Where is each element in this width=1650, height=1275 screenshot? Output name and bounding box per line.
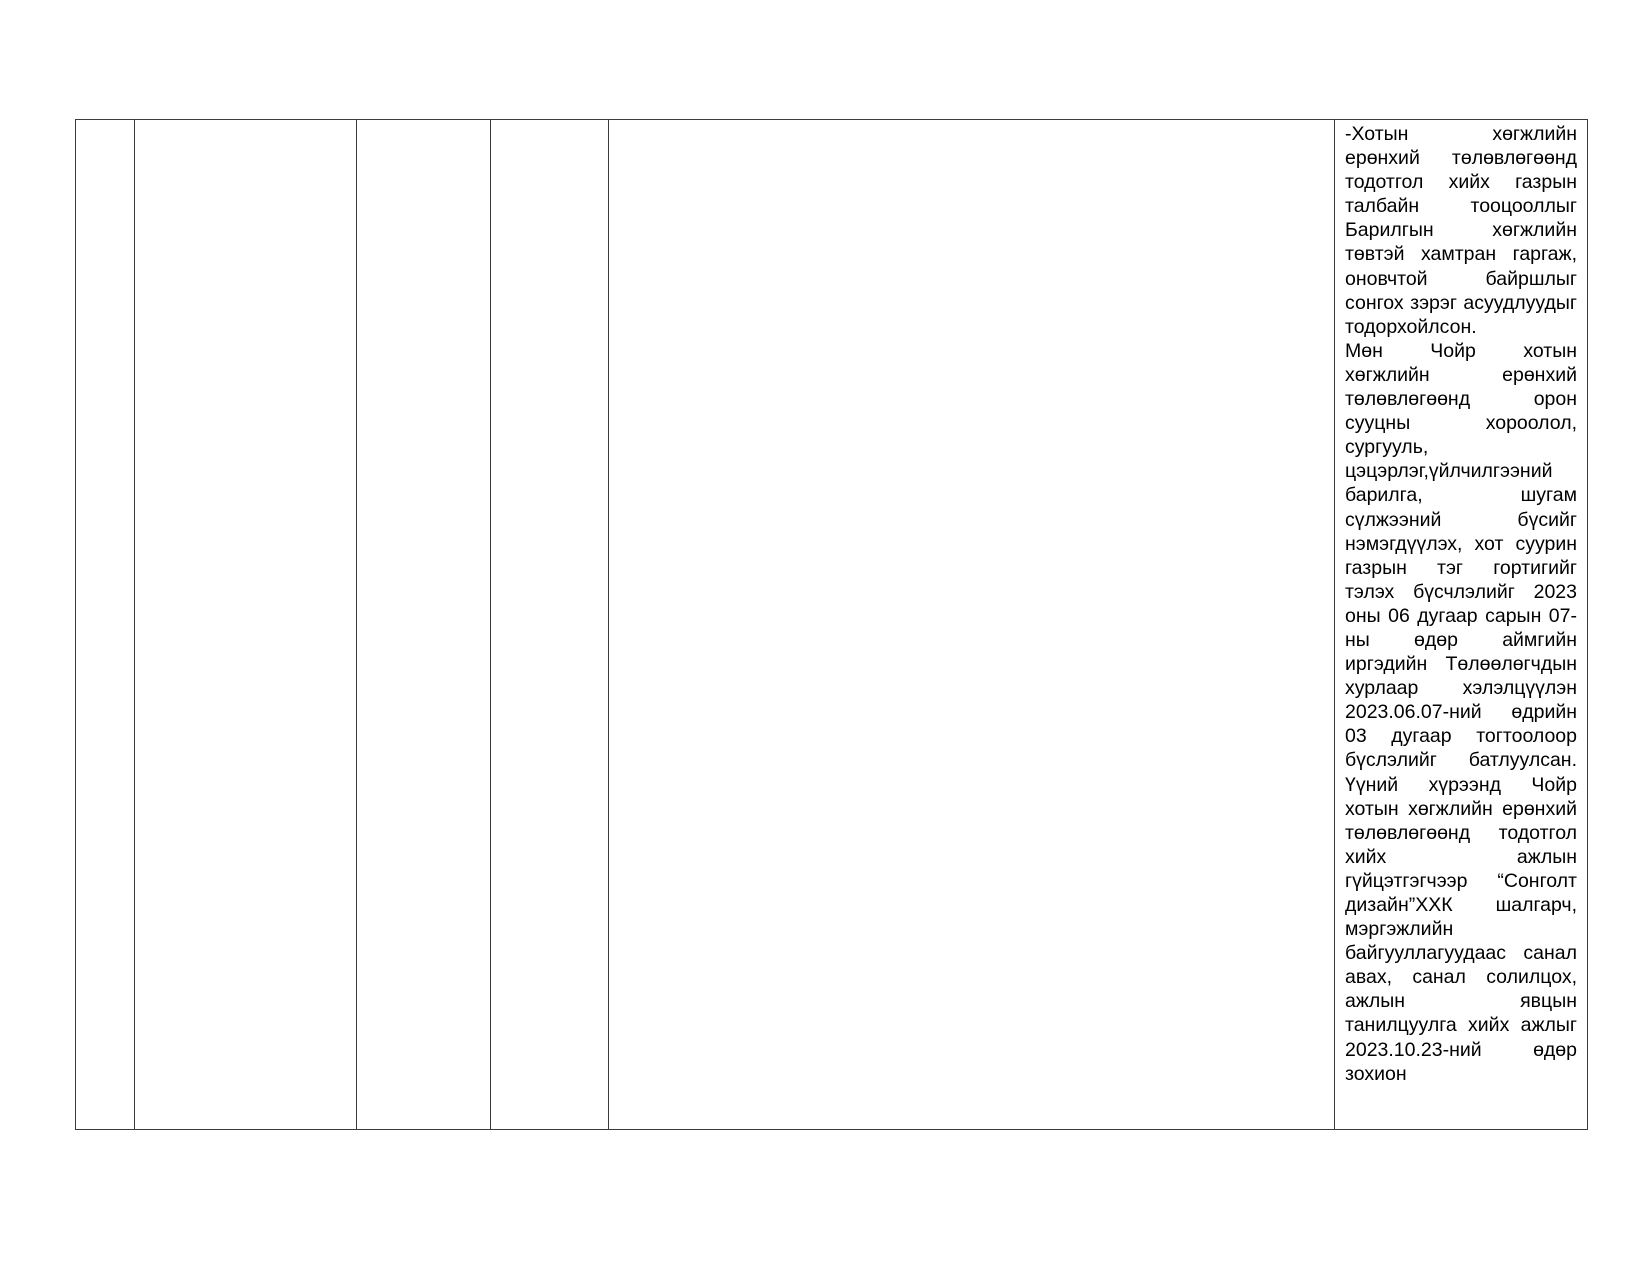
paragraph: Мөн Чойр хотын хөгжлийн ерөнхий төлөвлөгөөнд орон сууцны хороолол, сургууль, цэцэрлэг,үйлчилгээний барилга, шугам сүлжээний бүсийг нэмэгдүүлэх, хот суурин газрын тэг гортигийг тэлэх бүсчлэлийг 2023 оны 06 дугаар сарын 07-ны өдөр аймгийн иргэдийн Төлөөлөгчдын хурлаар хэлэлцүүлэн 2023.06.07-ний өдрийн 03 дугаар тогтоолоор бүслэлийг батлуулсан. Үүний хүрээнд Чойр хотын хөгжлийн ерөнхий төлөвлөгөөнд тодотгол хийх ажлын гүйцэтгэгчээр “Сонголт дизайн”ХХК шалгарч, мэргэжлийн байгууллагуудаас санал авах, санал солилцох, ажлын явцын танилцуулга хийх ажлыг 2023.10.23-ний өдөр зохион bbox=[1345, 339, 1577, 1085]
paragraph: -Хотын хөгжлийн ерөнхий төлөвлөгөөнд тодотгол хийх газрын талбайн тооцооллыг Барилгын хөгжлийн төвтэй хамтран гаргаж, оновчтой байршлыг сонгох зэрэг асуудлуудыг тодорхойлсон. bbox=[1345, 123, 1577, 338]
cell-text-block bbox=[1345, 122, 1577, 1127]
table-cell-2 bbox=[135, 120, 357, 1130]
table-cell-4 bbox=[491, 120, 609, 1130]
document-table bbox=[75, 119, 1588, 1130]
table-cell-5 bbox=[609, 120, 1335, 1130]
table-cell-1 bbox=[76, 120, 135, 1130]
table-cell-6 bbox=[1335, 120, 1588, 1130]
table-row bbox=[76, 120, 1588, 1130]
table-cell-3 bbox=[357, 120, 491, 1130]
